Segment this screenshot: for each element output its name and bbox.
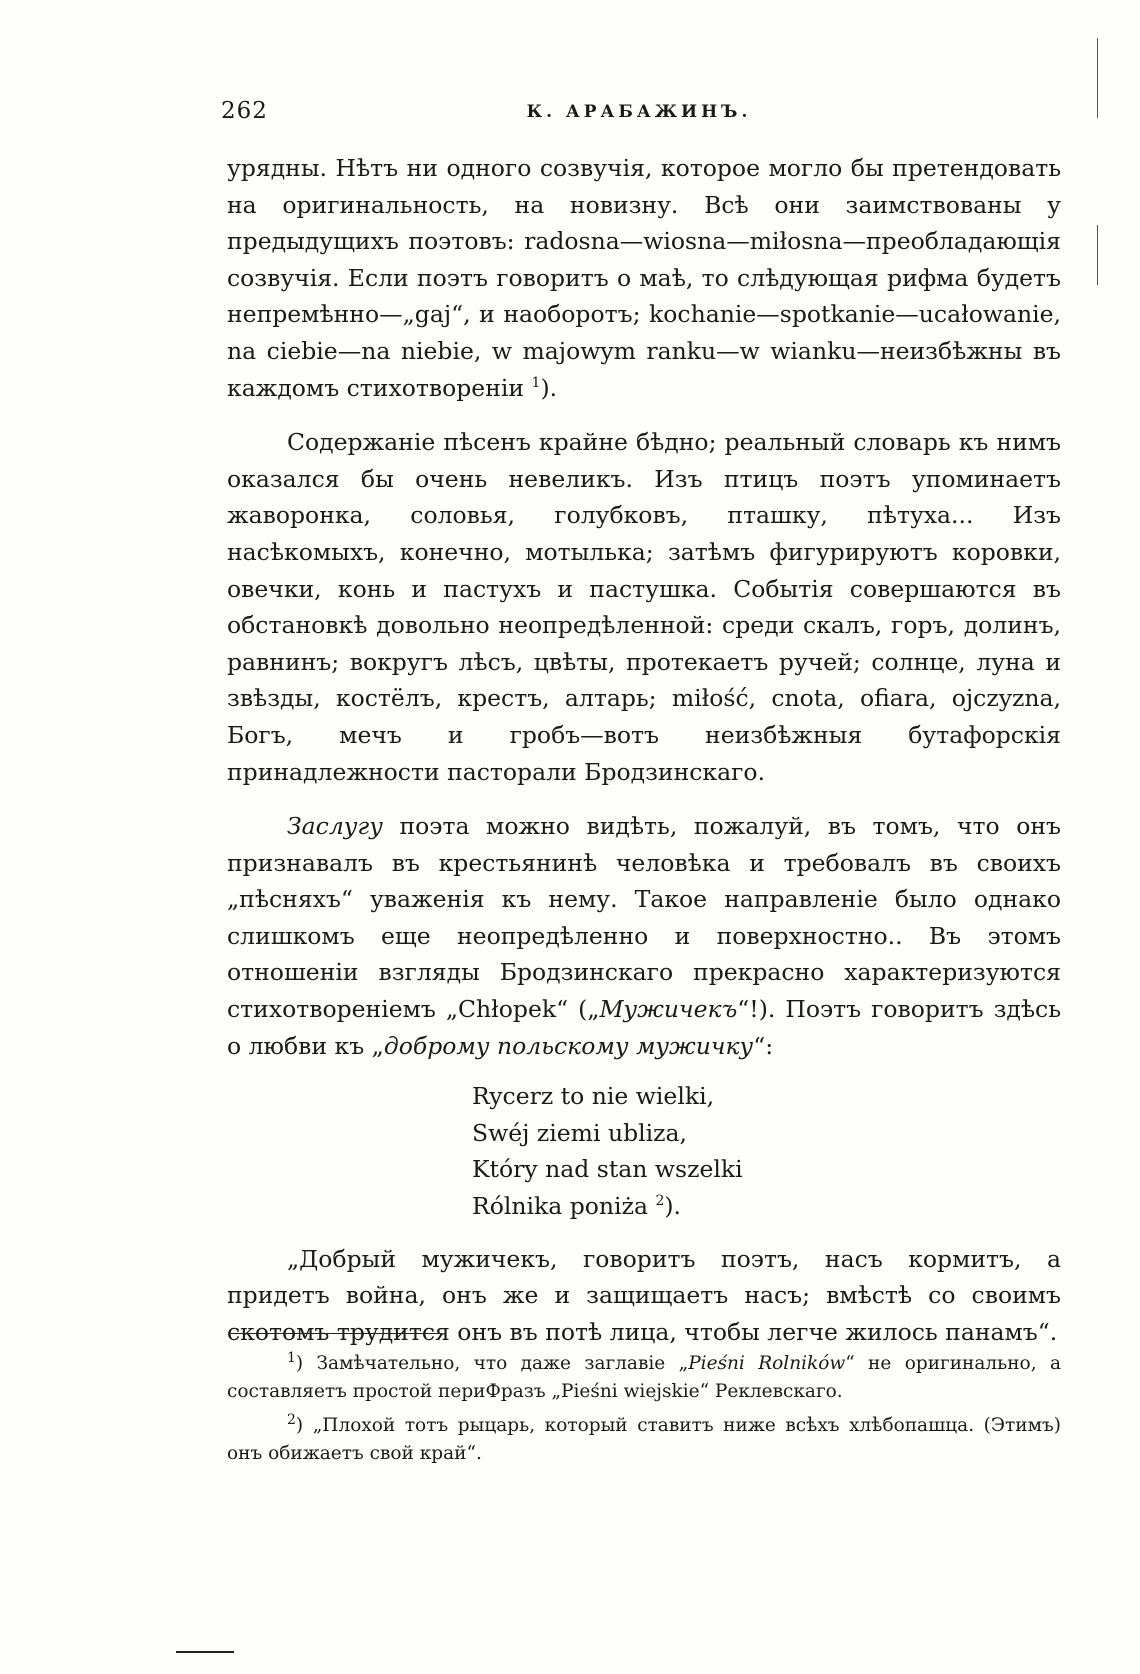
paragraph-2: Содержаніе пѣсенъ крайне бѣдно; реальный словарь къ нимъ оказался бы очень невеликъ. Изъ птицъ поэтъ упоминаетъ жаворонка, соловья, голубковъ, пташку, пѣтуха... Изъ насѣкомыхъ, конечно, мотылька; затѣмъ фигурируютъ коровки, овечки, конь и пастухъ и пастушка. Событія совершаются въ обстановкѣ довольно неопредѣленной: среди скалъ, горъ, долинъ, равнинъ; вокругъ лѣсъ, цвѣты, протекаетъ ручей; солнце, луна и звѣзды, костёлъ, крестъ, алтарь; miłość, cnota, ofiara, ojczyzna, Богъ, мечъ и гробъ—вотъ неизбѣжныя бутафорскія принадлежности пасторали Бродзинскаго. — [227, 428, 1061, 786]
paragraph-1-text: урядны. Нѣтъ ни одного созвучія, которое могло бы претендовать на оригинальность, на новизну. Всѣ они заимствованы у предыдущихъ поэтовъ: radosna—wiosna—miłosna—преобладающія созвучія. Если поэтъ говоритъ о маѣ, то слѣдующая рифма будетъ непремѣнно—„gaj“, и наоборотъ; kochanie—spotkanie—ucałowanie, na ciebie—na niebie, w majowym ranku—w wianku—неизбѣжны въ каждомъ стихотвореніи — [227, 154, 1061, 402]
verse-line: Swéj ziemi ubliza, — [472, 1118, 688, 1147]
page-number: 262 — [221, 98, 268, 124]
footnote-1 — [227, 1350, 1061, 1406]
margin-scan-line — [1097, 38, 1098, 118]
paragraph-3-italic-end: доброму польскому мужичку — [383, 1031, 754, 1060]
footnote-2 — [227, 1412, 1061, 1468]
footnote-divider — [231, 1333, 442, 1334]
paragraph-3-italic-title: Мужичекъ — [599, 995, 738, 1024]
bottom-scan-mark — [176, 1651, 234, 1653]
main-text — [227, 150, 1061, 1350]
verse-last-text: Rólnika poniża — [472, 1192, 648, 1221]
paragraph-3-text-c: “: — [753, 1031, 774, 1060]
verse-line: Rycerz to nie wielki, — [472, 1082, 715, 1111]
paragraph-1 — [227, 150, 1061, 406]
paragraph-3-italic-start: Заслугу — [287, 812, 383, 841]
paragraph-4: „Добрый мужичекъ, говоритъ поэтъ, насъ кормитъ, а придетъ война, онъ же и защищаетъ насъ; вмѣстѣ со своимъ скотомъ трудится онъ въ потѣ лица, чтобы легче жилось панамъ“. — [227, 1244, 1061, 1346]
footnote-ref-2[interactable]: 2 — [655, 1193, 665, 1210]
verse-last-tail: ). — [664, 1192, 682, 1221]
running-head: К. АРАБАЖИНЪ. — [526, 102, 752, 122]
paragraph-1-tail: ). — [540, 373, 558, 402]
footnote-1-text-b: “ не оригинально, а составляетъ простой периФразъ „Pieśni wiejskie“ Реклевскаго. — [227, 1353, 1061, 1402]
footnote-1-marker: 1 — [287, 1349, 296, 1366]
footnote-2-marker: 2 — [287, 1411, 296, 1428]
footnote-1-text-a: ) Замѣчательно, что даже заглавіе „ — [295, 1353, 689, 1374]
paragraph-3-text-b: “!). Поэтъ говоритъ здѣсь о любви къ „ — [227, 995, 1062, 1060]
footnotes — [227, 1350, 1061, 1474]
verse-line: Który nad stan wszelki — [472, 1155, 743, 1184]
verse-line-last — [472, 1188, 1061, 1225]
paragraph-3-text-a: поэта можно видѣть, пожалуй, въ томъ, что онъ признавалъ въ крестьянинѣ человѣка и требовалъ въ своихъ „пѣсняхъ“ уваженія къ нему. Такое направленіе было однако слишкомъ еще неопредѣленно и поверхностно.. Въ этомъ отношеніи взгляды Бродзинскаго прекрасно характеризуются стихотвореніемъ „Chłopek“ („ — [227, 812, 1061, 1024]
page-header — [221, 98, 1057, 132]
footnote-1-italic: Pieśni Rolników — [688, 1353, 846, 1374]
margin-scan-line — [1097, 225, 1098, 285]
footnote-2-text: ) „Плохой тотъ рыцарь, который ставитъ ниже всѣхъ хлѣбопашца. (Этимъ) онъ обижаетъ свой край“. — [227, 1415, 1061, 1464]
verse-quote — [472, 1078, 1061, 1224]
footnote-ref-1[interactable]: 1 — [531, 374, 541, 391]
paragraph-3 — [227, 808, 1061, 1064]
